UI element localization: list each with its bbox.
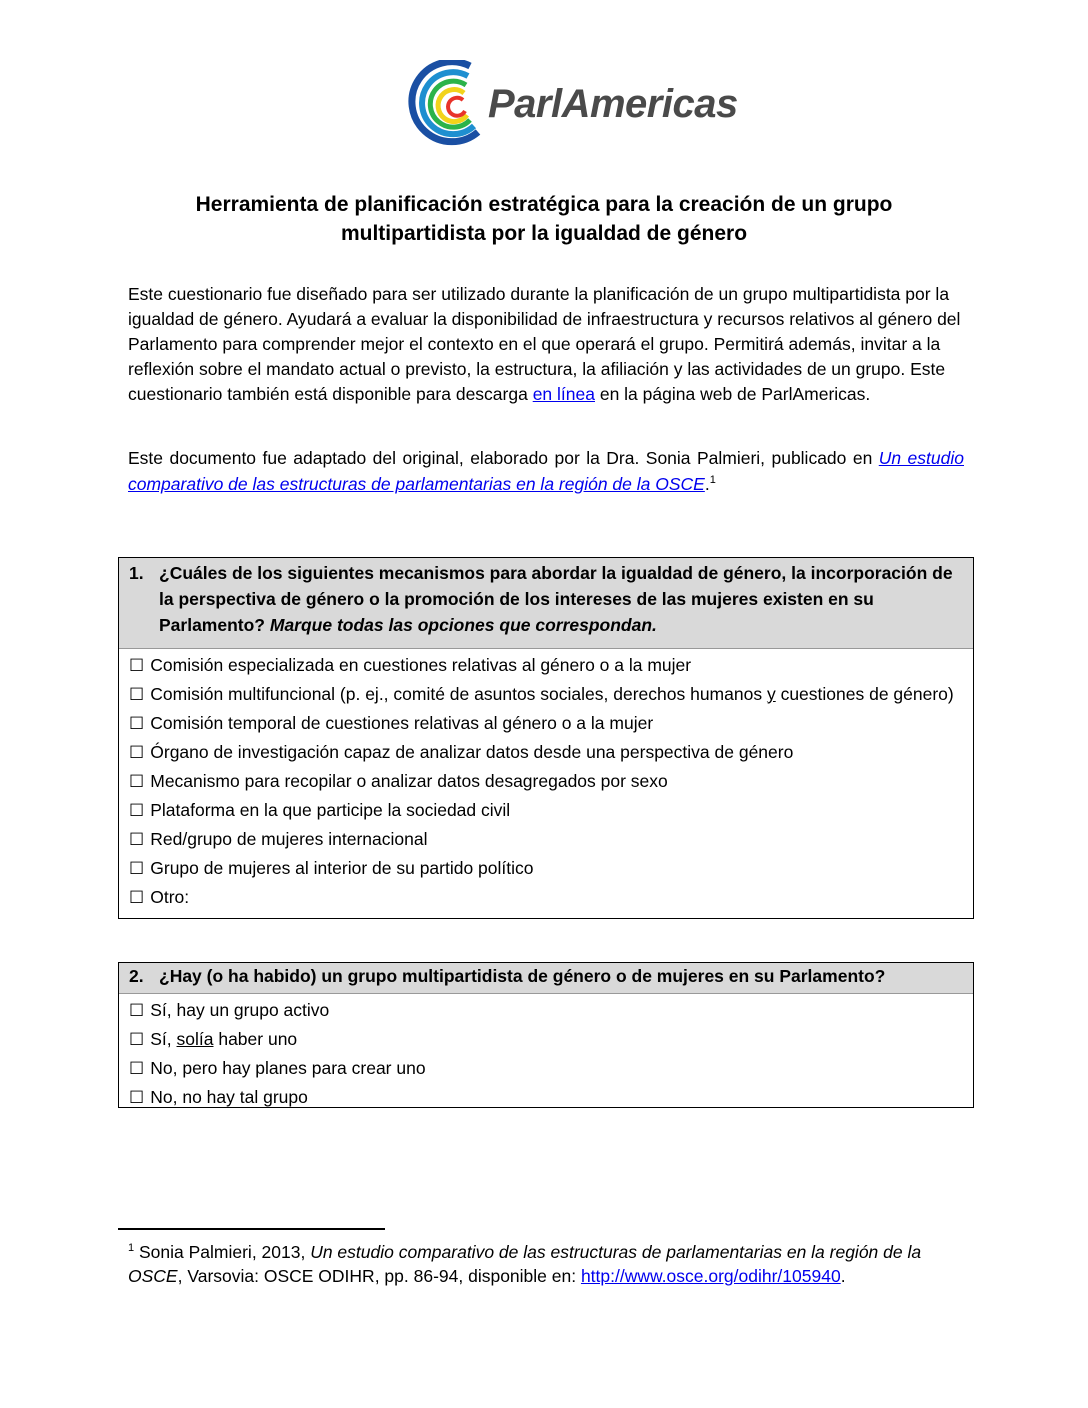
q2-option-underlined: solía (176, 1029, 214, 1049)
question-2-number: 2. (129, 966, 144, 986)
checkbox-icon[interactable]: ☐ (129, 830, 145, 850)
checkbox-icon[interactable]: ☐ (129, 743, 145, 763)
checkbox-icon[interactable]: ☐ (129, 1030, 145, 1050)
q2-option-label: No, pero hay planes para crear uno (150, 1058, 426, 1078)
checkbox-icon[interactable]: ☐ (129, 685, 145, 705)
question-1-options (119, 649, 973, 916)
q1-option[interactable] (129, 883, 963, 912)
intro-text-end: en la página web de ParlAmericas. (594, 384, 871, 404)
q1-option[interactable] (129, 825, 963, 854)
footnote-url-link[interactable]: http://www.osce.org/odihr/105940 (580, 1265, 841, 1286)
parlamericas-logo (408, 60, 738, 150)
checkbox-icon[interactable]: ☐ (129, 859, 145, 879)
title-line-1: Herramienta de planificación estratégica para la creación de un grupo (195, 193, 893, 216)
osce-study-link[interactable]: Un estudio comparativo de las estructuras de parlamentarias en la región de la OSCE (128, 448, 964, 494)
logo-wordmark: ParlAmericas (488, 82, 738, 126)
q1-option[interactable] (129, 680, 963, 709)
checkbox-icon[interactable]: ☐ (129, 1088, 145, 1108)
q2-option[interactable] (129, 1083, 963, 1112)
q1-option-label: Comisión multifuncional (p. ej., comité de asuntos sociales, derechos humanos (150, 684, 767, 704)
q1-option[interactable] (129, 738, 963, 767)
footnote-end: . (840, 1265, 846, 1286)
footnote-separator (118, 1228, 385, 1230)
q2-option-label-end: haber uno (213, 1029, 298, 1049)
intro-text: Este cuestionario fue diseñado para ser utilizado durante la planificación de un grupo multipartidista por la igualdad de género. Ayudará a evaluar la disponibilidad de infraestructura y recursos relativos al género del Parlamento para comprender mejor el contexto en el que operará el grupo. Permitirá además, invitar a la reflexión sobre el mandato actual o previsto, la estructura, la afiliación y las actividades de un grupo. Este cuestionario también está disponible para descarga (128, 284, 961, 404)
q1-option-label: Red/grupo de mujeres internacional (150, 829, 428, 849)
q1-option[interactable] (129, 767, 963, 796)
title-line-2: multipartidista por la igualdad de género (340, 222, 748, 245)
footnote-ref: 1 (709, 474, 716, 486)
footnote-text-middle: , Varsovia: OSCE ODIHR, pp. 86-94, disponible en: (177, 1265, 581, 1286)
question-1-box (118, 557, 974, 919)
q1-option-label: Otro: (150, 887, 190, 907)
source-text: Este documento fue adaptado del original, elaborado por la Dra. Sonia Palmieri, publicado en (128, 448, 879, 468)
checkbox-icon[interactable]: ☐ (129, 801, 145, 821)
q2-option[interactable] (129, 1054, 963, 1083)
footnote (128, 1236, 968, 1288)
question-1-text (159, 560, 963, 638)
q1-option[interactable] (129, 796, 963, 825)
q1-option-label: Mecanismo para recopilar o analizar datos desagregados por sexo (150, 771, 668, 791)
question-1-number: 1. (129, 563, 144, 583)
checkbox-icon[interactable]: ☐ (129, 772, 145, 792)
footnote-marker: 1 (128, 1242, 135, 1254)
question-2-text: ¿Hay (o ha habido) un grupo multipartidista de género o de mujeres en su Parlamento? (159, 966, 886, 986)
question-1-instruction: Marque todas las opciones que correspondan. (269, 615, 657, 635)
q1-option-label: Comisión especializada en cuestiones relativas al género o a la mujer (150, 655, 692, 675)
checkbox-icon[interactable]: ☐ (129, 888, 145, 908)
q1-option-label: Plataforma en la que participe la sociedad civil (150, 800, 511, 820)
logo-arcs-icon (408, 60, 498, 150)
q2-option-label: No, no hay tal grupo (150, 1087, 308, 1107)
question-1-header (119, 558, 973, 649)
q1-option-label: Comisión temporal de cuestiones relativas al género o a la mujer (150, 713, 654, 733)
footnote-title: Un estudio comparativo de las estructuras de parlamentarias en la región de la OSCE (128, 1241, 922, 1286)
checkbox-icon[interactable]: ☐ (129, 656, 145, 676)
q1-option-underlined: y (766, 684, 776, 704)
q1-option[interactable] (129, 709, 963, 738)
checkbox-icon[interactable]: ☐ (129, 1001, 145, 1021)
q2-option-label: Sí, (150, 1029, 177, 1049)
q1-option[interactable] (129, 854, 963, 883)
q2-option[interactable] (129, 1025, 963, 1054)
q1-option-label: Grupo de mujeres al interior de su partido político (150, 858, 534, 878)
source-text-end: . (704, 473, 710, 494)
checkbox-icon[interactable]: ☐ (129, 1059, 145, 1079)
online-link[interactable]: en línea (532, 384, 595, 404)
question-2-box (118, 962, 974, 1108)
question-2-options (119, 994, 973, 1116)
checkbox-icon[interactable]: ☐ (129, 714, 145, 734)
intro-paragraph (128, 282, 964, 407)
q1-option-label-end: cuestiones de género) (775, 684, 954, 704)
source-paragraph (128, 447, 964, 495)
question-2-header (119, 963, 973, 994)
document-title (128, 190, 960, 248)
question-1-prompt: ¿Cuáles de los siguientes mecanismos para abordar la igualdad de género, la incorporación de la perspectiva de género o la promoción de los intereses de las mujeres existen en su Parlamento? (159, 563, 953, 635)
q1-option-label: Órgano de investigación capaz de analizar datos desde una perspectiva de género (150, 742, 794, 762)
q2-option-label: Sí, hay un grupo activo (150, 1000, 330, 1020)
q1-option[interactable] (129, 651, 963, 680)
q2-option[interactable] (129, 996, 963, 1025)
footnote-text: Sonia Palmieri, 2013, (134, 1241, 311, 1262)
